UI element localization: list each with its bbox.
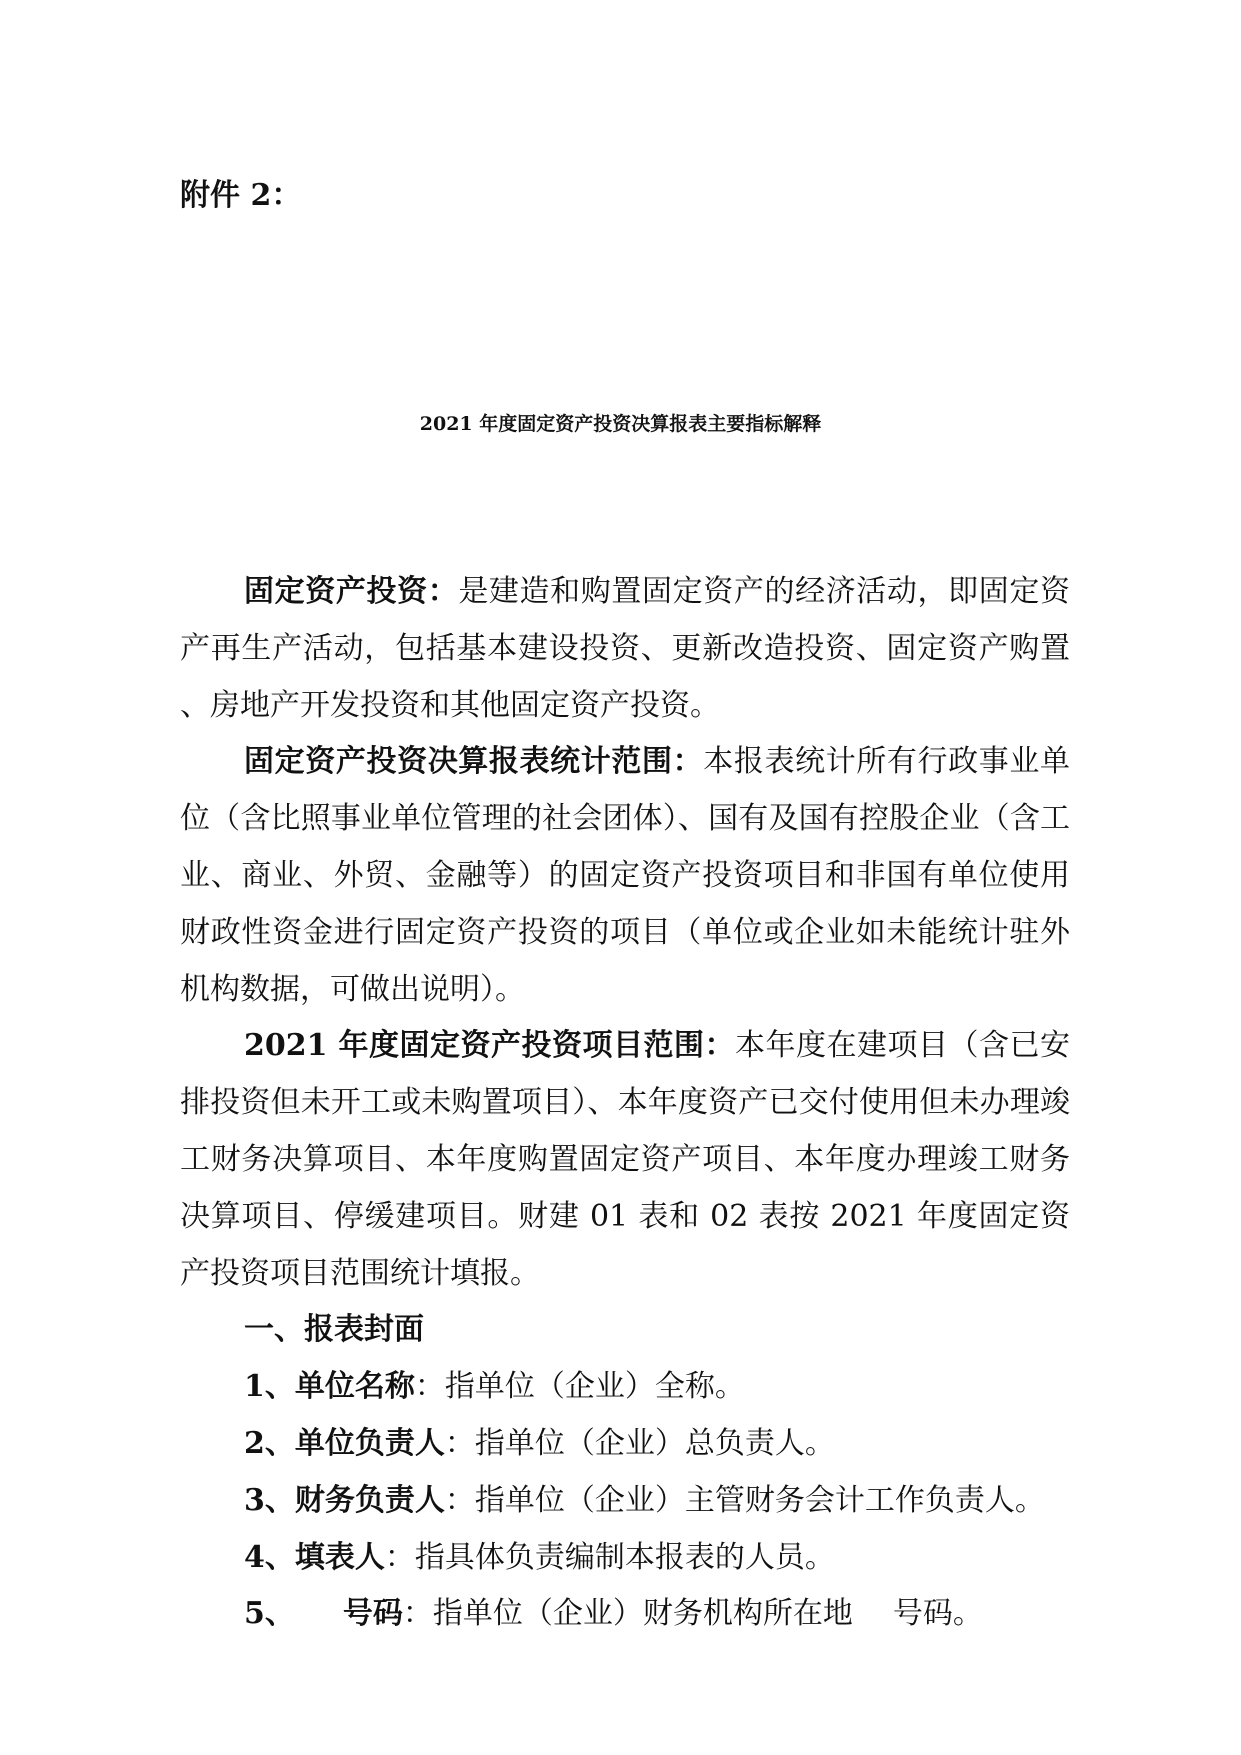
item-text: ：指单位（企业）全称。 [414,1369,745,1405]
section-heading: 一、报表封面 [244,1312,424,1348]
item-number: 1、 [244,1369,295,1405]
paragraph-text: 本年度在建项目（含已安排投资但未开工或未购置项目）、本年度资产已交付使用但未办理竣工财务决算项目、本年度购置固定资产项目、本年度办理竣工财务决算项目、停缓建项目。财建 01 表和 02 表按 2021 年度固定资产投资项目范围统计填报。 [180,1028,1070,1291]
item-number: 3、 [244,1482,295,1518]
item-term: 单位名称 [294,1369,415,1405]
item-text: ：指单位（企业）主管财务会计工作负责人。 [444,1482,1045,1518]
item-number: 4、 [244,1539,295,1575]
item-text: ：指单位（企业）总负责人。 [444,1425,835,1461]
list-item [180,1473,1070,1530]
list-item [180,1586,1070,1643]
item-text: 号码。 [892,1596,983,1632]
item-term: 填表人 [294,1539,385,1575]
document-title: 2021 年度固定资产投资决算报表主要指标解释 [419,413,822,435]
list-item [180,1416,1070,1473]
term-label: 固定资产投资决算报表统计范围： [244,744,704,780]
list-item [180,1359,1070,1416]
term-label: 固定资产投资： [244,574,459,609]
document-body [180,564,1070,1643]
paragraph-text: 是建造和购置固定资产的经济活动，即固定资产再生产活动，包括基本建设投资、更新改造投资、固定资产购置、房地产开发投资和其他固定资产投资。 [180,574,1071,723]
attachment-label: 附件 2： [180,178,302,213]
item-text: ：指具体负责编制本报表的人员。 [384,1539,835,1575]
item-term: 号码 [342,1596,403,1632]
term-label: 2021 年度固定资产投资项目范围： [244,1028,735,1064]
paragraph-text: 本报表统计所有行政事业单位（含比照事业单位管理的社会团体）、国有及国有控股企业（含工业、商业、外贸、金融等）的固定资产投资项目和非国有单位使用财政性资金进行固定资产投资的项目（单位或企业如未能统计驻外机构数据，可做出说明）。 [180,744,1071,1007]
item-term: 财务负责人 [294,1482,445,1518]
paragraph-project-scope [180,1018,1070,1302]
item-number: 2、 [244,1425,295,1461]
item-text: ：指单位（企业）财务机构所在地 [402,1596,853,1632]
item-term: 单位负责人 [294,1425,445,1461]
paragraph-statistical-scope [180,734,1070,1018]
item-number: 5、 [244,1596,295,1632]
list-item [180,1530,1070,1587]
paragraph-fixed-asset-investment [180,564,1070,734]
